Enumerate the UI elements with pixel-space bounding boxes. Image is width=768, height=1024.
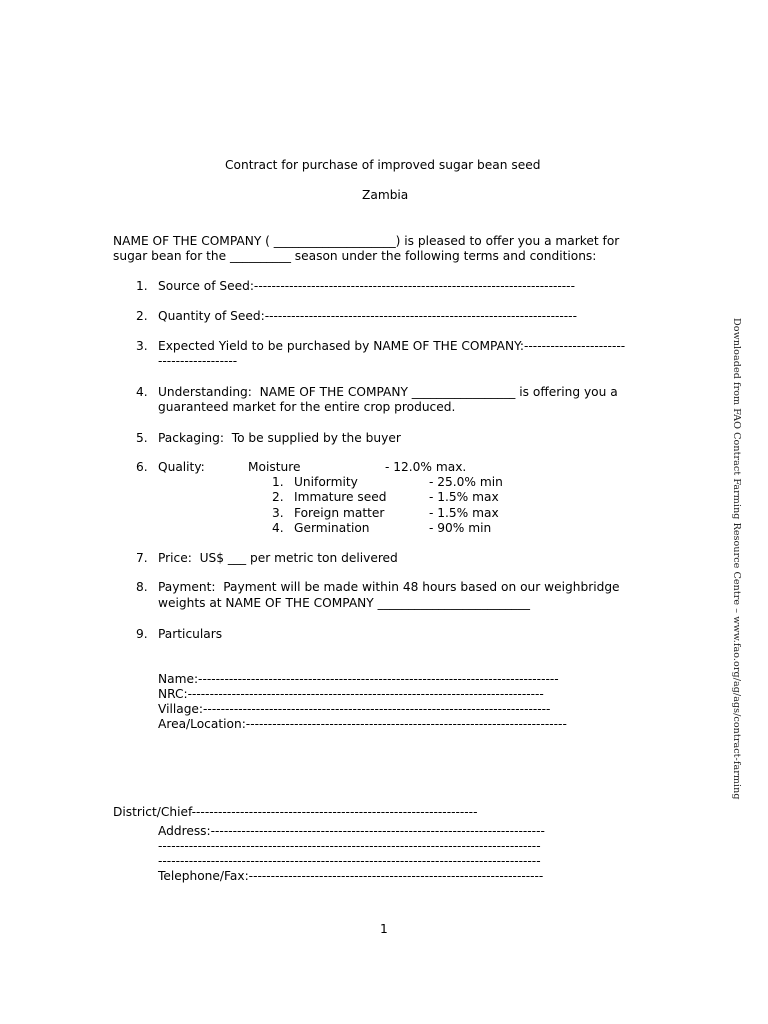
quality-sub-value: - 1.5% max bbox=[429, 506, 499, 520]
document-title: Contract for purchase of improved sugar bean seed bbox=[225, 158, 541, 172]
price-line: Price: US$ ___ per metric ton delivered bbox=[158, 551, 398, 565]
telephone-fax-line: Telephone/Fax:------------------------------------------------------------------- bbox=[158, 869, 544, 883]
packaging-line: Packaging: To be supplied by the buyer bbox=[158, 431, 401, 445]
page-number: 1 bbox=[380, 922, 388, 936]
address-continuation-line: --------------------------------------------------------------------------------------- bbox=[158, 854, 541, 868]
understanding-line-2: guaranteed market for the entire crop produced. bbox=[158, 400, 456, 414]
download-source-note: Downloaded from FAO Contract Farming Resource Centre – www.fao.org/ag/ags/contract-farming bbox=[731, 318, 742, 800]
document-country: Zambia bbox=[362, 188, 409, 202]
payment-line-1: Payment: Payment will be made within 48 hours based on our weighbridge bbox=[158, 580, 620, 594]
quality-sub-name: Immature seed bbox=[294, 490, 387, 504]
item-number: 3. bbox=[136, 339, 148, 353]
item-number: 9. bbox=[136, 627, 148, 641]
quality-sub-value: - 1.5% max bbox=[429, 490, 499, 504]
quality-sub-number: 1. bbox=[272, 475, 284, 489]
quality-sub-name: Germination bbox=[294, 521, 370, 535]
source-of-seed-line: Source of Seed:------------------------------------------------------------------------- bbox=[158, 279, 575, 293]
expected-yield-line-2: ------------------ bbox=[158, 354, 238, 368]
quality-sub-value: - 25.0% min bbox=[429, 475, 503, 489]
quality-sub-name: Foreign matter bbox=[294, 506, 385, 520]
item-number: 6. bbox=[136, 460, 148, 474]
district-chief-line: District/Chief----------------------------------------------------------------- bbox=[113, 805, 478, 819]
expected-yield-line-1: Expected Yield to be purchased by NAME OF THE COMPANY:----------------------- bbox=[158, 339, 626, 353]
item-number: 4. bbox=[136, 385, 148, 399]
quantity-of-seed-line: Quantity of Seed:----------------------------------------------------------------------- bbox=[158, 309, 577, 323]
payment-line-2: weights at NAME OF THE COMPANY _________________________ bbox=[158, 596, 530, 610]
quality-sub-number: 3. bbox=[272, 506, 284, 520]
item-number: 8. bbox=[136, 580, 148, 594]
intro-line-2: sugar bean for the __________ season under the following terms and conditions: bbox=[113, 249, 597, 263]
address-field-line: Address:---------------------------------------------------------------------------- bbox=[158, 824, 545, 838]
item-number: 5. bbox=[136, 431, 148, 445]
village-field-line: Village:------------------------------------------------------------------------------- bbox=[158, 702, 551, 716]
understanding-line-1: Understanding: NAME OF THE COMPANY _________________ is offering you a bbox=[158, 385, 618, 399]
item-number: 2. bbox=[136, 309, 148, 323]
particulars-heading: Particulars bbox=[158, 627, 223, 641]
item-number: 1. bbox=[136, 279, 148, 293]
moisture-label: Moisture bbox=[248, 460, 301, 474]
address-continuation-line: --------------------------------------------------------------------------------------- bbox=[158, 839, 541, 853]
intro-line-1: NAME OF THE COMPANY ( ____________________) is pleased to offer you a market for bbox=[113, 234, 620, 248]
name-field-line: Name:---------------------------------------------------------------------------------- bbox=[158, 672, 559, 686]
quality-sub-number: 2. bbox=[272, 490, 284, 504]
quality-label: Quality: bbox=[158, 460, 205, 474]
area-location-field-line: Area/Location:------------------------------------------------------------------------- bbox=[158, 717, 567, 731]
quality-sub-name: Uniformity bbox=[294, 475, 358, 489]
quality-sub-value: - 90% min bbox=[429, 521, 492, 535]
item-number: 7. bbox=[136, 551, 148, 565]
quality-sub-number: 4. bbox=[272, 521, 284, 535]
nrc-field-line: NRC:--------------------------------------------------------------------------------- bbox=[158, 687, 544, 701]
moisture-value: - 12.0% max. bbox=[385, 460, 467, 474]
